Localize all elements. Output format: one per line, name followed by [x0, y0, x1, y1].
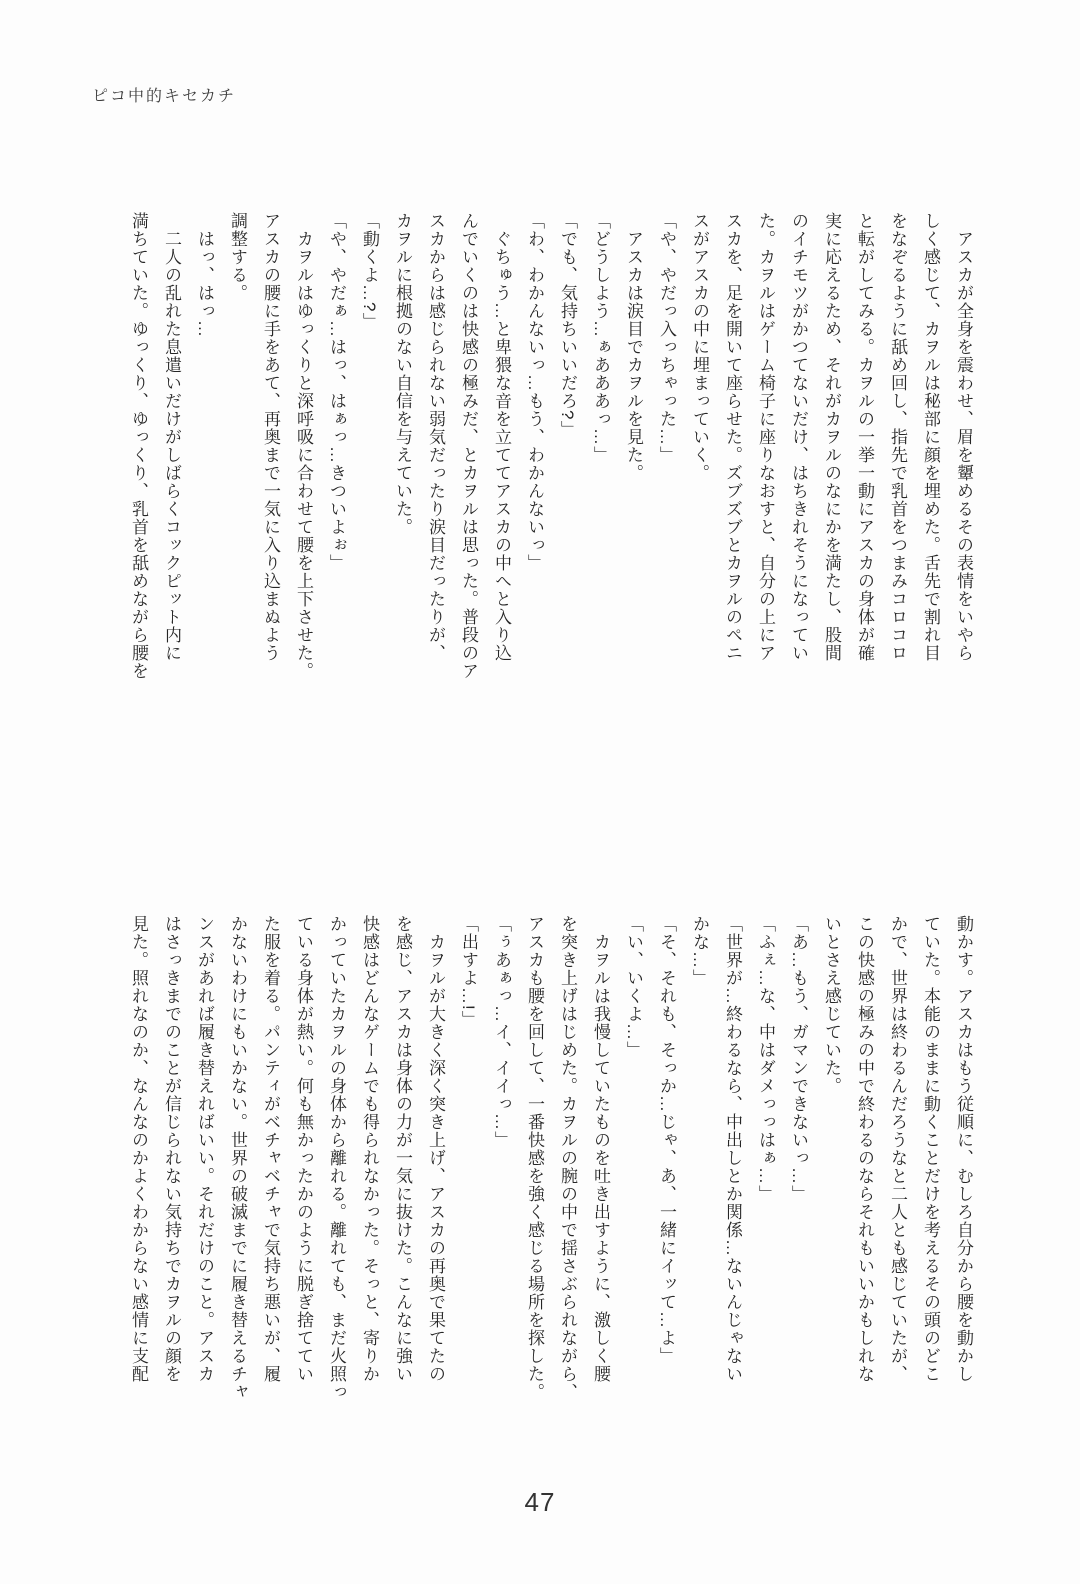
text-column: 「い、いくよ…」 — [624, 915, 643, 1059]
text-column: 動かす。アスカはもう従順に、むしろ自分から腰を動かし — [954, 915, 973, 1383]
text-column: アスカの腰に手をあて、再奥まで一気に入り込まぬよう — [261, 212, 280, 662]
text-column: アスカは涙目でカヲルを見た。 — [624, 230, 643, 482]
text-column: スカを、足を開いて座らせた。ズブズブとカヲルのペニ — [723, 212, 742, 662]
text-column: カヲルはゆっくりと深呼吸に合わせて腰を上下させた。 — [294, 230, 313, 680]
text-column: を突き上げはじめた。カヲルの腕の中で揺さぶられながら、 — [558, 915, 577, 1401]
text-column: 「そ、それも、そっか…じゃ、あ、一緒にイッて…よ」 — [657, 915, 676, 1365]
text-column: ぐちゅう…と卑猥な音を立ててアスカの中へと入り込 — [492, 230, 511, 662]
text-column: を感じ、アスカは身体の力が一気に抜けた。こんなに強い — [393, 915, 412, 1383]
text-column: 「ふぇ…な、中はダメっっはぁ…」 — [756, 915, 775, 1203]
text-column: ている身体が熱い。何も無かったかのように脱ぎ捨ててい — [294, 915, 313, 1383]
text-column: かで、世界は終わるんだろうなと二人とも感じていたが、 — [888, 915, 907, 1383]
text-column: 実に応えるため、それがカヲルのなにかを満たし、股間 — [822, 212, 841, 662]
text-column: 「わ、わかんないっ…もう、わかんないっ」 — [525, 212, 544, 572]
text-column: スカからは感じられない弱気だったり涙目だったりが、 — [426, 212, 445, 662]
text-block-bottom — [106, 915, 980, 1420]
text-column: スがアスカの中に埋まっていく。 — [690, 212, 709, 482]
text-column: かっていたカヲルの身体から離れる。離れても、まだ火照っ — [327, 915, 346, 1401]
text-column: た服を着る。パンティがベチャベチャで気持ち悪いが、履 — [261, 915, 280, 1383]
text-column: かな…」 — [690, 915, 709, 987]
text-block-top — [106, 212, 980, 717]
text-column: はさっきまでのことが信じられない気持ちでカヲルの顔を — [162, 915, 181, 1383]
text-column: 「出すよ…!」 — [459, 915, 478, 1029]
text-column: 満ちていた。ゆっくり、ゆっくり、乳首を舐めながら腰を — [129, 212, 148, 680]
page-header-title: ピコ中的キセカチ — [92, 88, 237, 105]
text-column: ていた。本能のままに動くことだけを考えるその頭のどこ — [921, 915, 940, 1383]
text-column: 「動くよ…?」 — [360, 212, 379, 331]
text-column: 「や、やだぁ…はっ、はぁっ…きついよぉ」 — [327, 212, 346, 572]
text-column: アスカも腰を回して、一番快感を強く感じる場所を探した。 — [525, 915, 544, 1401]
text-column: た。カヲルはゲーム椅子に座りなおすと、自分の上にア — [756, 212, 775, 662]
text-column: 「ぅあぁっ…イ、イイっ…」 — [492, 915, 511, 1149]
text-column: カヲルが大きく深く突き上げ、アスカの再奥で果てたの — [426, 933, 445, 1383]
text-column: この快感の極みの中で終わるのならそれもいいかもしれな — [855, 915, 874, 1383]
text-column: 「や、やだっ入っちゃった…」 — [657, 212, 676, 464]
text-column: 二人の乱れた息遣いだけがしばらくコックピット内に — [162, 230, 181, 662]
page-number: 47 — [524, 1487, 556, 1517]
text-column: と転がしてみる。カヲルの一挙一動にアスカの身体が確 — [855, 212, 874, 662]
text-column: 調整する。 — [228, 212, 247, 302]
text-column: 「どうしよう…ぁあああっ…」 — [591, 212, 610, 464]
text-column: 「でも、気持ちいいだろ?」 — [558, 212, 577, 439]
text-column: 快感はどんなゲームでも得られなかった。そっと、寄りか — [360, 915, 379, 1383]
text-column: ンスがあれば履き替えればいい。それだけのこと。アスカ — [195, 915, 214, 1383]
text-column: 「あ…もう、ガマンできないっ…」 — [789, 915, 808, 1203]
text-column: かないわけにもいかない。世界の破滅までに履き替えるチャ — [228, 915, 247, 1401]
text-column: いとさえ感じていた。 — [822, 915, 841, 1095]
text-column: 「世界が…終わるなら、中出しとか関係…ないんじゃない — [723, 915, 742, 1383]
text-column: しく感じて、カヲルは秘部に顔を埋めた。舌先で割れ目 — [921, 212, 940, 662]
text-column: のイチモツがかつてないだけ、はちきれそうになってい — [789, 212, 808, 662]
text-column: カヲルは我慢していたものを吐き出すように、激しく腰 — [591, 933, 610, 1383]
text-column: をなぞるように舐め回し、指先で乳首をつまみコロコロ — [888, 212, 907, 662]
text-column: 見た。照れなのか、なんなのかよくわからない感情に支配 — [129, 915, 148, 1383]
text-column: はっ、はっ… — [195, 230, 214, 338]
text-column: アスカが全身を震わせ、眉を顰めるその表情をいやら — [954, 230, 973, 662]
text-column: カヲルに根拠のない自信を与えていた。 — [393, 212, 412, 536]
text-column: んでいくのは快感の極みだ、とカヲルは思った。普段のア — [459, 212, 478, 680]
